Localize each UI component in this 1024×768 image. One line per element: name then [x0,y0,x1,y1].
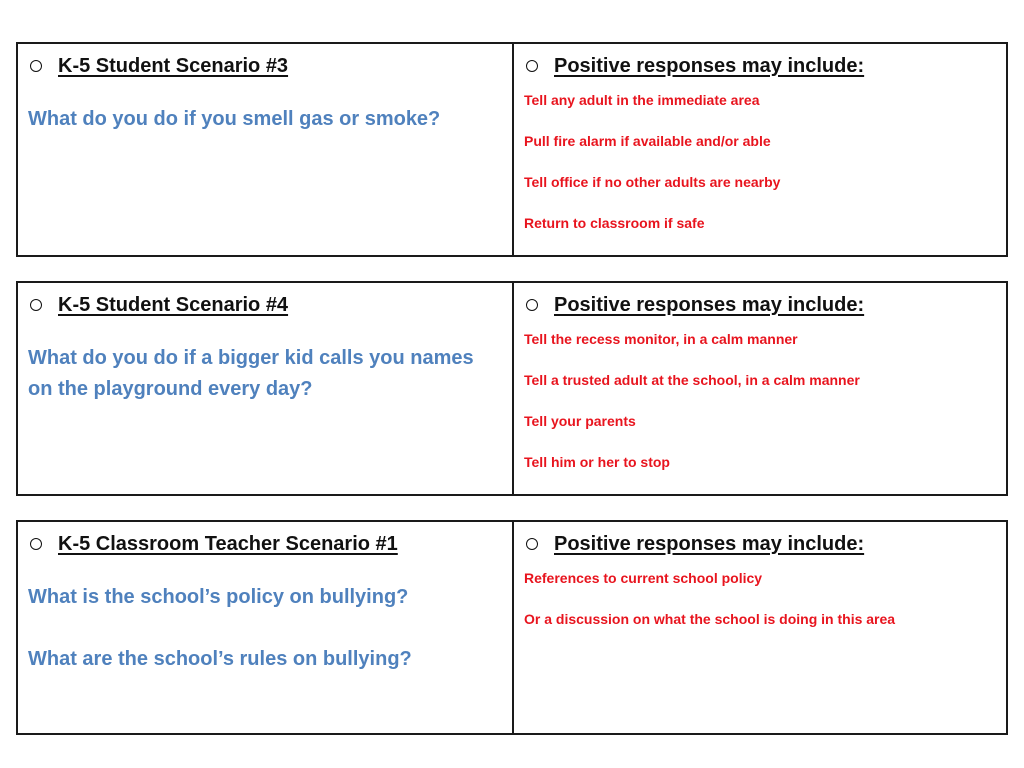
hollow-circle-bullet-icon [526,299,538,311]
scenario-heading-row [28,293,502,317]
scenario-question: What are the school’s rules on bullying? [28,648,412,670]
responses-heading: Positive responses may include: [554,532,865,555]
scenario-title: K-5 Classroom Teacher Scenario #1 [58,532,398,555]
hollow-circle-bullet-icon [30,538,42,550]
scenario-cell [18,283,514,494]
responses-heading: Positive responses may include: [554,293,865,316]
response-item: Tell office if no other adults are nearby [524,174,781,190]
responses-heading-row [524,293,996,317]
responses-cell [514,283,1006,494]
hollow-circle-bullet-icon [526,60,538,72]
scenario-title: K-5 Student Scenario #3 [58,54,289,77]
responses-list [524,91,996,232]
responses-heading-row [524,532,996,556]
hollow-circle-bullet-icon [30,60,42,72]
scenario-table-3 [16,520,1008,735]
scenario-questions [28,582,502,675]
response-item: Or a discussion on what the school is doing in this area [524,611,896,627]
scenario-questions [28,104,502,135]
responses-cell [514,44,1006,255]
scenario-heading-row [28,532,502,556]
response-item: Tell any adult in the immediate area [524,92,760,108]
scenario-questions [28,343,502,405]
hollow-circle-bullet-icon [30,299,42,311]
scenario-question: What is the school’s policy on bullying? [28,586,409,608]
scenario-question: What do you do if you smell gas or smoke? [28,108,441,130]
response-item: Tell the recess monitor, in a calm manner [524,331,798,347]
scenario-table-1 [16,42,1008,257]
responses-cell [514,522,1006,733]
response-item: Pull fire alarm if available and/or able [524,133,771,149]
response-item: Return to classroom if safe [524,215,705,231]
responses-heading: Positive responses may include: [554,54,865,77]
response-item: References to current school policy [524,570,763,586]
scenario-cell [18,44,514,255]
scenario-title: K-5 Student Scenario #4 [58,293,289,316]
scenario-question: What do you do if a bigger kid calls you names on the playground every day? [28,347,474,400]
scenario-cell [18,522,514,733]
scenario-heading-row [28,54,502,78]
hollow-circle-bullet-icon [526,538,538,550]
response-item: Tell a trusted adult at the school, in a calm manner [524,372,860,388]
scenario-table-2 [16,281,1008,496]
response-item: Tell your parents [524,413,636,429]
responses-heading-row [524,54,996,78]
responses-list [524,569,996,628]
response-item: Tell him or her to stop [524,454,670,470]
responses-list [524,330,996,471]
